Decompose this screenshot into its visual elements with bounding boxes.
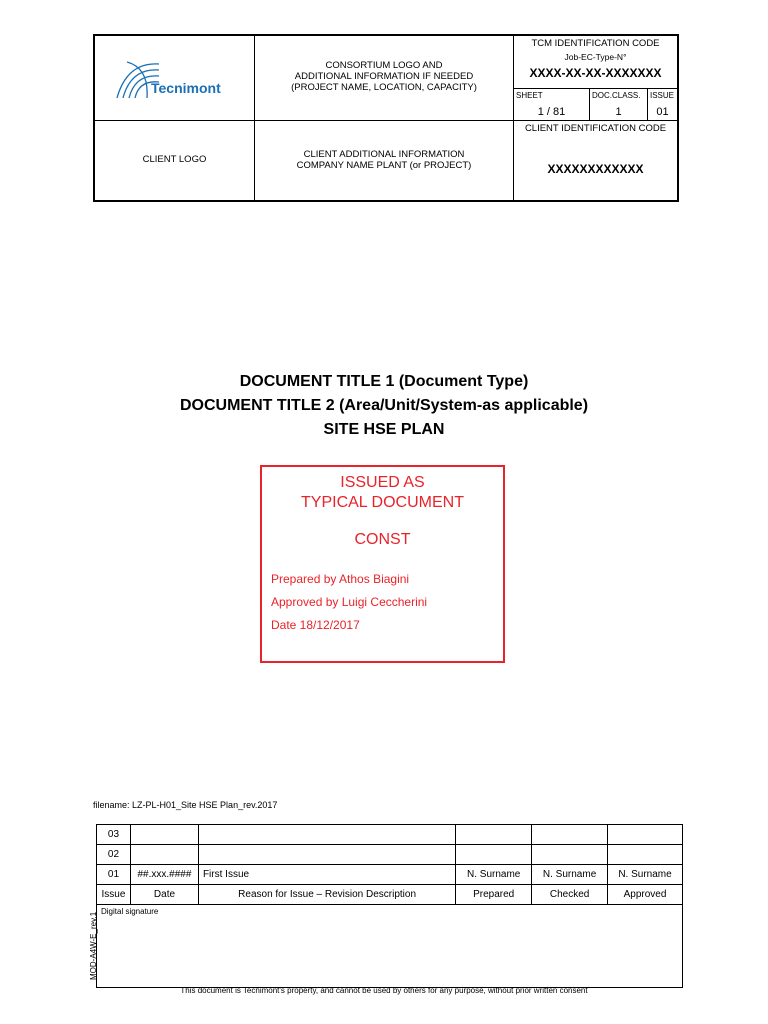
rev-issue: 01	[97, 865, 131, 885]
header-reason: Reason for Issue – Revision Description	[198, 885, 455, 905]
tcm-sub: Job-EC-Type-N°	[564, 52, 627, 62]
rev-checked	[532, 825, 608, 845]
rev-approved	[608, 845, 683, 865]
table-row	[97, 865, 683, 885]
rev-issue: 03	[97, 825, 131, 845]
consortium-line: CONSORTIUM LOGO AND	[325, 60, 443, 71]
stamp-date: Date 18/12/2017	[271, 618, 360, 632]
tcm-label: TCM IDENTIFICATION CODE	[531, 38, 660, 49]
docclass-label: DOC.CLASS.	[592, 91, 641, 100]
document-title-1: DOCUMENT TITLE 1 (Document Type)	[239, 373, 529, 390]
client-logo-placeholder: CLIENT LOGO	[142, 154, 207, 165]
client-info-line: COMPANY NAME PLANT (or PROJECT)	[296, 160, 472, 171]
tcm-code: XXXX-XX-XX-XXXXXXX	[529, 66, 662, 80]
sheet-value: 1 / 81	[537, 106, 566, 118]
consortium-line: (PROJECT NAME, LOCATION, CAPACITY)	[291, 82, 477, 93]
stamp-header	[262, 473, 503, 513]
signature-row	[97, 905, 683, 988]
document-title-block	[0, 370, 768, 442]
rev-reason	[198, 825, 455, 845]
header-issue: Issue	[97, 885, 131, 905]
stamp-const: CONST	[354, 531, 411, 548]
issue-label: ISSUE	[650, 91, 675, 100]
header-divider	[513, 88, 677, 89]
table-row	[97, 845, 683, 865]
rev-prepared: N. Surname	[456, 865, 532, 885]
stamp-details	[271, 568, 503, 637]
header-date: Date	[130, 885, 198, 905]
rev-checked: N. Surname	[532, 865, 608, 885]
sheet-label: SHEET	[516, 91, 543, 100]
tcm-identification	[514, 38, 677, 80]
client-info-line: CLIENT ADDITIONAL INFORMATION	[303, 149, 465, 160]
rev-issue: 02	[97, 845, 131, 865]
docclass-value: 1	[615, 106, 622, 118]
client-info	[255, 149, 513, 171]
rev-prepared	[456, 825, 532, 845]
rev-approved	[608, 825, 683, 845]
consortium-line: ADDITIONAL INFORMATION IF NEEDED	[294, 71, 474, 82]
footer-notice: This document is Tecnimont's property, and cannot be used by others for any purpose, without prior written consent	[180, 986, 588, 995]
stamp-approved: Approved by Luigi Ceccherini	[271, 595, 428, 609]
rev-date	[130, 845, 198, 865]
header-prepared: Prepared	[456, 885, 532, 905]
revision-table	[96, 824, 683, 988]
issued-stamp	[260, 465, 505, 663]
header-divider	[95, 120, 677, 121]
header-checked: Checked	[532, 885, 608, 905]
rev-reason	[198, 845, 455, 865]
rev-prepared	[456, 845, 532, 865]
filename: filename: LZ-PL-H01_Site HSE Plan_rev.2017	[93, 800, 278, 810]
stamp-line: TYPICAL DOCUMENT	[301, 494, 464, 511]
logo-text: Tecnimont	[151, 80, 221, 96]
document-title-2: DOCUMENT TITLE 2 (Area/Unit/System-as applicable)	[179, 397, 589, 414]
table-header-row	[97, 885, 683, 905]
rev-date	[130, 825, 198, 845]
stamp-prepared: Prepared by Athos Biagini	[271, 572, 410, 586]
header-approved: Approved	[608, 885, 683, 905]
table-row	[97, 825, 683, 845]
side-code: MOD-A4W-E_rev.1	[89, 911, 98, 980]
header-box	[93, 34, 679, 202]
digital-signature-cell: Digital signature	[97, 905, 683, 988]
rev-checked	[532, 845, 608, 865]
issue-value: 01	[656, 106, 669, 118]
rev-reason: First Issue	[198, 865, 455, 885]
stamp-line: ISSUED AS	[340, 474, 425, 491]
tecnimont-logo	[113, 58, 243, 103]
consortium-info	[255, 60, 513, 93]
rev-date: ##.xxx.####	[130, 865, 198, 885]
document-title-3: SITE HSE PLAN	[323, 421, 445, 438]
client-code: XXXXXXXXXXXX	[547, 162, 644, 176]
rev-approved: N. Surname	[608, 865, 683, 885]
client-id-label: CLIENT IDENTIFICATION CODE	[524, 123, 667, 134]
